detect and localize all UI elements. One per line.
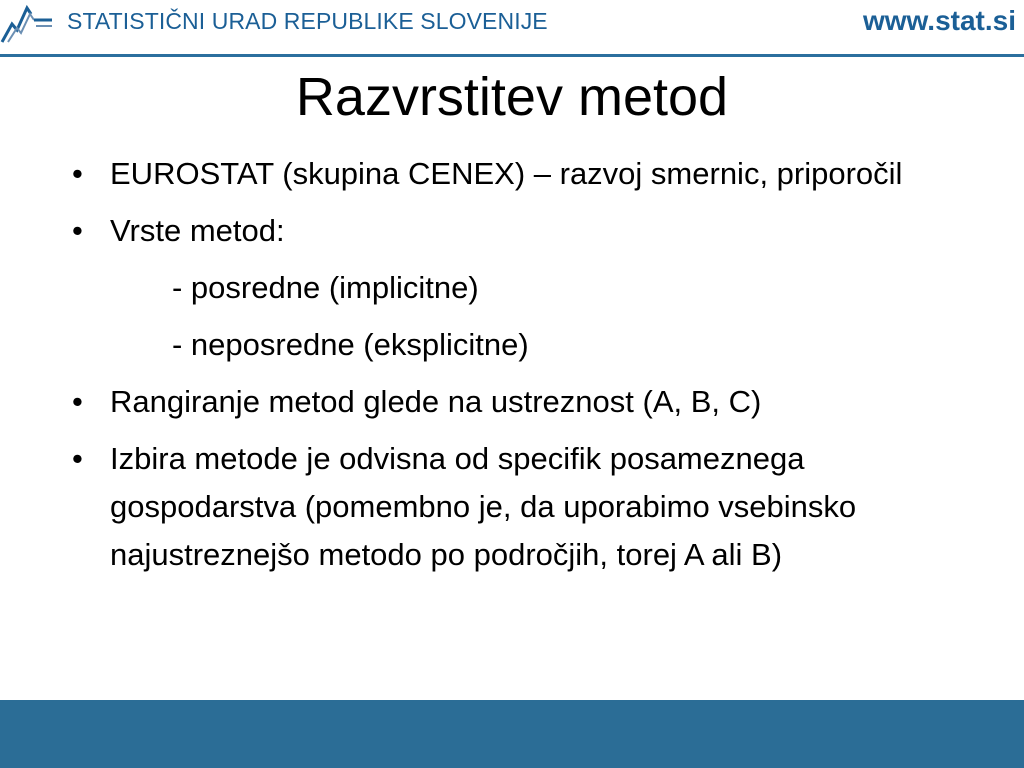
list-item [70,378,990,426]
list-item-text: Izbira metode je odvisna od specifik posameznega gospodarstva (pomembno je, da uporabimo vsebinsko najustreznejšo metodo po področjih, torej A ali B) [110,441,857,572]
list-subitem [70,264,990,312]
list-subitem [70,321,990,369]
sursv-logo-icon [0,0,56,44]
list-item-text: Vrste metod: [110,213,285,248]
header [0,0,1024,56]
list-item [70,207,990,255]
bullet-icon: • [72,384,83,419]
header-divider [0,54,1024,57]
bullet-icon: • [72,213,83,248]
list-item [70,150,990,198]
organization-name: STATISTIČNI URAD REPUBLIKE SLOVENIJE [67,8,548,34]
bullet-list [70,150,990,588]
list-item-text: Rangiranje metod glede na ustreznost (A, B, C) [110,384,762,419]
list-subitem-text: - neposredne (eksplicitne) [172,327,529,362]
list-item [70,435,990,579]
slide-title: Razvrstitev metod [295,67,729,127]
bullet-icon: • [72,156,83,191]
footer-band [0,700,1024,768]
website-link[interactable]: www.stat.si [862,5,1016,36]
list-subitem-text: - posredne (implicitne) [172,270,479,305]
list-item-text: EUROSTAT (skupina CENEX) – razvoj smernic, priporočil [110,156,903,191]
bullet-icon: • [72,441,83,476]
